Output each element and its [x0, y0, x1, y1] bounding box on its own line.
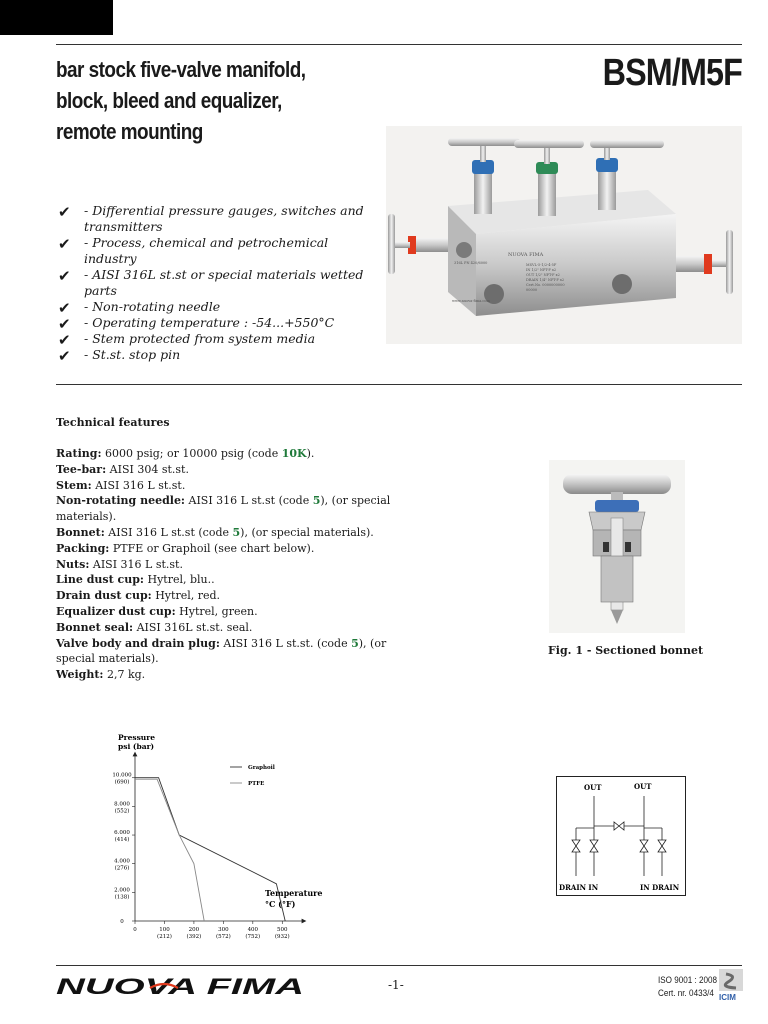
x-axis-label-unit: °C (°F) [265, 899, 296, 909]
feature-item: ✔ - AISI 316L st.st or special materials wetted parts [58, 267, 364, 298]
spec-needle: Non-rotating needle: AISI 316 L st.st (code 5), (or special materials). [56, 494, 391, 524]
photo-side-label: 316L PN 420/6000 [454, 261, 488, 265]
check-icon: ✔ [58, 235, 71, 253]
y-tick-label: 2.000 [114, 887, 130, 894]
title-line-1: bar stock five-valve manifold, [56, 57, 306, 82]
drain-valve-right [676, 230, 733, 294]
feature-item: ✔ - St.st. stop pin [58, 347, 181, 365]
y-tick-label: 4.000 [114, 858, 130, 865]
photo-marking: OUT 1/2" NPT-F x2 [526, 273, 560, 277]
y-tick-sublabel: (690) [114, 779, 130, 786]
schematic-drain-in: DRAIN IN [559, 883, 599, 892]
schematic-out-left: OUT [584, 783, 602, 792]
corner-tab-block [0, 0, 113, 35]
spec-stem: Stem: AISI 316 L st.st. [56, 478, 186, 492]
y-tick-sublabel: (552) [114, 808, 130, 815]
icim-logo [716, 968, 746, 1002]
y-tick-label: 0 [120, 919, 124, 925]
x-tick-label: 100 [159, 927, 170, 933]
check-icon: ✔ [58, 299, 71, 317]
spec-weight: Weight: 2,7 kg. [56, 668, 146, 682]
x-axis-label: Temperature [265, 888, 323, 898]
iso-line: ISO 9001 : 2008 [658, 975, 718, 985]
photo-marking: IN 1/2" NPT-F x2 [526, 268, 557, 272]
title-line-2: block, bleed and equalizer, [56, 88, 282, 113]
photo-brand-mark: NUOVA FIMA [508, 252, 544, 258]
y-axis-label-unit: psi (bar) [118, 742, 155, 751]
spec-nuts: Nuts: AISI 316 L st.st. [56, 557, 183, 571]
y-tick-sublabel: (414) [114, 837, 130, 844]
x-tick-label: 200 [188, 927, 200, 933]
schematic-out-right: OUT [634, 782, 652, 791]
top-rule [56, 44, 742, 45]
product-title [56, 54, 340, 147]
x-tick-sublabel: (932) [274, 934, 290, 940]
check-icon: ✔ [58, 267, 71, 285]
nuova-fima-logo [54, 974, 310, 998]
feature-item: ✔ - Stem protected from system media [58, 331, 316, 349]
spec-list [56, 446, 416, 683]
y-tick-label: 8.000 [114, 801, 130, 808]
sectioned-bonnet-photo [549, 460, 685, 633]
feature-item: ✔ - Differential pressure gauges, switches and transmitters [58, 203, 364, 234]
photo-marking: DRAIN 1/4" NPT-F x2 [526, 278, 565, 282]
photo-marking: 00000 [526, 288, 538, 292]
x-tick-sublabel: (212) [157, 934, 172, 940]
drain-valve-left [388, 214, 448, 274]
icim-text: ICIM [719, 993, 736, 1002]
page-number: -1- [388, 978, 404, 992]
x-tick-label: 500 [277, 927, 288, 933]
y-tick-label: 6.000 [114, 830, 130, 837]
check-icon: ✔ [58, 315, 71, 333]
cert-number: Cert. nr. 0433/4 [658, 988, 714, 998]
spec-bonnet: Bonnet: AISI 316 L st.st (code 5), (or special materials). [56, 525, 374, 539]
spec-bonnet-seal: Bonnet seal: AISI 316L st.st. seal. [56, 620, 253, 634]
section-rule [56, 384, 742, 385]
x-tick-label: 300 [218, 927, 229, 933]
legend-label: PTFE [248, 781, 265, 787]
legend-label: Graphoil [248, 765, 275, 771]
spec-tee-bar: Tee-bar: AISI 304 st.st. [56, 462, 189, 476]
series-line-ptfe [135, 779, 204, 921]
product-photo [386, 126, 742, 344]
check-icon: ✔ [58, 203, 71, 221]
x-tick-label: 400 [247, 927, 259, 933]
title-line-3: remote mounting [56, 119, 203, 144]
check-icon: ✔ [58, 347, 71, 365]
spec-valve-body: Valve body and drain plug: AISI 316 L st.st. (code 5), (or special materials). [56, 636, 387, 666]
x-tick-sublabel: (572) [215, 934, 231, 940]
y-axis-label: Pressure [118, 733, 155, 742]
check-icon: ✔ [58, 331, 71, 349]
series-line-graphoil [135, 778, 285, 921]
footer-rule [56, 965, 742, 966]
product-code: BSM/M5F [602, 52, 742, 94]
manifold-illustration [386, 126, 742, 344]
feature-list [58, 203, 378, 363]
figure-caption: Fig. 1 - Sectioned bonnet [548, 644, 704, 657]
feature-item: ✔ - Non-rotating needle [58, 299, 221, 317]
y-tick-label: 10.000 [112, 772, 132, 779]
spec-rating: Rating: 6000 psig; or 10000 psig (code 10K). [56, 447, 315, 460]
spec-packing: Packing: PTFE or Graphoil (see chart below). [56, 541, 315, 555]
pressure-temperature-chart [96, 728, 336, 950]
spec-equalizer-dust-cup: Equalizer dust cup: Hytrel, green. [56, 604, 258, 618]
valve-schematic [556, 776, 686, 896]
x-tick-sublabel: (752) [245, 934, 261, 940]
iso-certification [658, 974, 717, 1000]
y-tick-sublabel: (276) [114, 865, 130, 872]
logo-text: NUOVA FIMA [56, 974, 304, 998]
spec-line-dust-cup: Line dust cup: Hytrel, blu.. [56, 573, 215, 587]
spec-drain-dust-cup: Drain dust cup: Hytrel, red. [56, 589, 221, 603]
feature-item: ✔ - Operating temperature : -54...+550°C [58, 315, 335, 333]
x-tick-sublabel: (392) [186, 934, 202, 940]
schematic-in-drain: IN DRAIN [640, 883, 680, 892]
photo-marking: MSVL-5-1/2-4-5F [526, 263, 557, 267]
photo-marking: Cert.No. 0000000000 [526, 283, 565, 287]
photo-website: www.nuova-fima.com [452, 299, 490, 303]
x-tick-label: 0 [133, 927, 137, 933]
technical-features-heading: Technical features [56, 416, 170, 429]
bonnet-illustration [549, 460, 685, 633]
y-tick-sublabel: (138) [114, 894, 130, 901]
feature-item: ✔ - Process, chemical and petrochemical industry [58, 235, 329, 266]
